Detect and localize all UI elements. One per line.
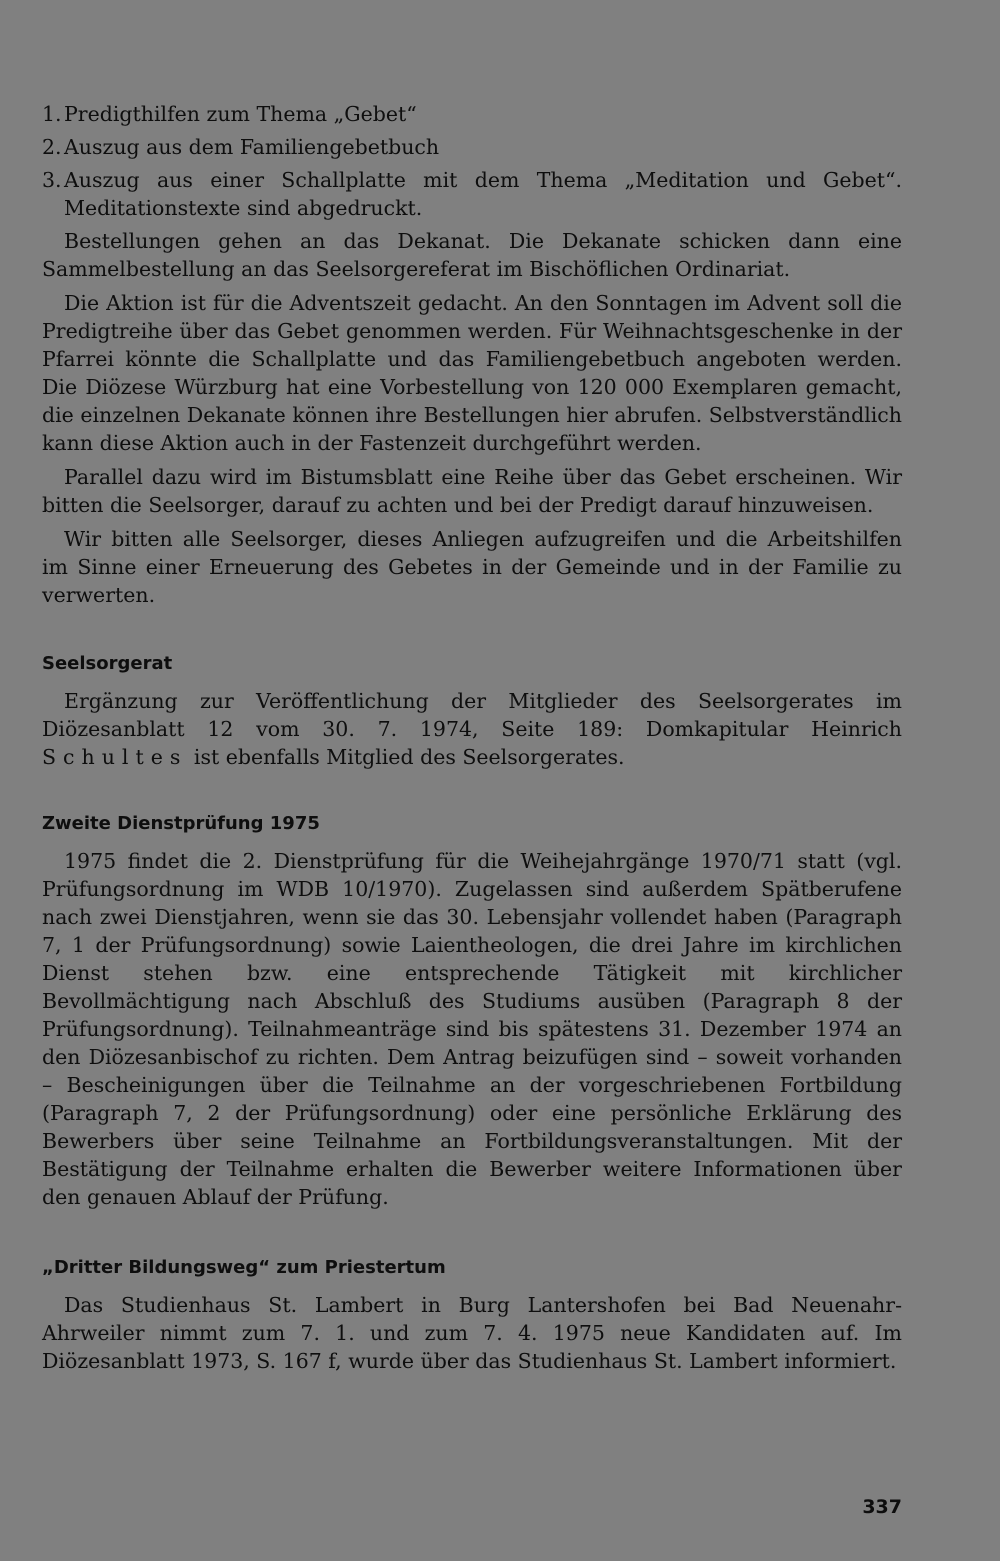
paragraph: Die Aktion ist für die Adventszeit gedacht. An den Sonntagen im Advent soll die Predigtreihe über das Gebet genommen werden. Für Weihnachtsgeschenke in der Pfarrei könnte die Schallplatte und das Familiengebetbuch angeboten werden. Die Diözese Würzburg hat eine Vorbestellung von 120 000 Exemplaren gemacht, die einzelnen Dekanate können ihre Bestellungen hier abrufen. Selbstverständlich kann diese Aktion auch in der Fastenzeit durchgeführt werden.	[42, 291, 902, 455]
section-heading-seelsorgerat: Seelsorgerat	[42, 653, 173, 674]
page-number: 337	[862, 1496, 902, 1518]
paragraph: Bestellungen gehen an das Dekanat. Die Dekanate schicken dann eine Sammelbestellung an das Seelsorgereferat im Bischöflichen Ordinariat.	[42, 229, 902, 281]
paragraph-seelsorgerat	[42, 687, 902, 771]
list-item-number: 1.	[42, 102, 62, 126]
list-item-number: 2.	[42, 135, 62, 159]
text-segment: ist ebenfalls Mitglied des Seelsorgerates.	[187, 745, 625, 769]
spaced-name: Schultes	[42, 745, 188, 769]
list-item	[42, 166, 902, 222]
paragraph-bildungsweg: Das Studienhaus St. Lambert in Burg Lantershofen bei Bad Neuenahr-Ahrweiler nimmt zum 7. 1. und zum 7. 4. 1975 neue Kandidaten auf. Im Diözesanblatt 1973, S. 167 f, wurde über das Studienhaus St. Lambert informiert.	[42, 1293, 902, 1373]
list-item-text: Auszug aus einer Schallplatte mit dem Thema „Meditation und Gebet“. Meditationstexte sind abgedruckt.	[64, 168, 902, 220]
section-heading-dienstpruefung: Zweite Dienstprüfung 1975	[42, 813, 320, 834]
list-item-text: Auszug aus dem Familiengebetbuch	[64, 135, 440, 159]
paragraph: Parallel dazu wird im Bistumsblatt eine Reihe über das Gebet erscheinen. Wir bitten die Seelsorger, darauf zu achten und bei der Predigt darauf hinzuweisen.	[42, 465, 902, 517]
list-item-number: 3.	[42, 168, 62, 192]
list-item	[42, 100, 902, 128]
page-content	[42, 100, 902, 1381]
material-list	[42, 100, 902, 222]
paragraph-dienstpruefung: 1975 findet die 2. Dienstprüfung für die Weihejahrgänge 1970/71 statt (vgl. Prüfungsordnung im WDB 10/1970). Zugelassen sind außerdem Spätberufene nach zwei Dienstjahren, wenn sie das 30. Lebensjahr vollendet haben (Paragraph 7, 1 der Prüfungsordnung) sowie Laientheologen, die drei Jahre im kirchlichen Dienst stehen bzw. eine entsprechende Tätigkeit mit kirchlicher Bevollmächtigung nach Abschluß des Studiums ausüben (Paragraph 8 der Prüfungsordnung). Teilnahmeanträge sind bis spätestens 31. Dezember 1974 an den Diözesanbischof zu richten. Dem Antrag beizufügen sind – soweit vorhanden – Bescheinigungen über die Teilnahme an der vorgeschriebenen Fortbildung (Paragraph 7, 2 der Prüfungsordnung) oder eine persönliche Erklärung des Bewerbers über seine Teilnahme an Fortbildungsveranstaltungen. Mit der Bestätigung der Teilnahme erhalten die Bewerber weitere Informationen über den genauen Ablauf der Prüfung.	[42, 849, 902, 1209]
list-item-text: Predigthilfen zum Thema „Gebet“	[64, 102, 417, 126]
text-segment: Ergänzung zur Veröffentlichung der Mitglieder des Seelsorgerates im Diözesanblatt 12 vom 30. 7. 1974, Seite 189: Domkapitular Heinrich	[42, 689, 902, 741]
list-item	[42, 133, 902, 161]
paragraph: Wir bitten alle Seelsorger, dieses Anliegen aufzugreifen und die Arbeitshilfen im Sinne einer Erneuerung des Gebetes in der Gemeinde und in der Familie zu verwerten.	[42, 527, 902, 607]
section-heading-bildungsweg: „Dritter Bildungsweg“ zum Priestertum	[42, 1257, 446, 1278]
